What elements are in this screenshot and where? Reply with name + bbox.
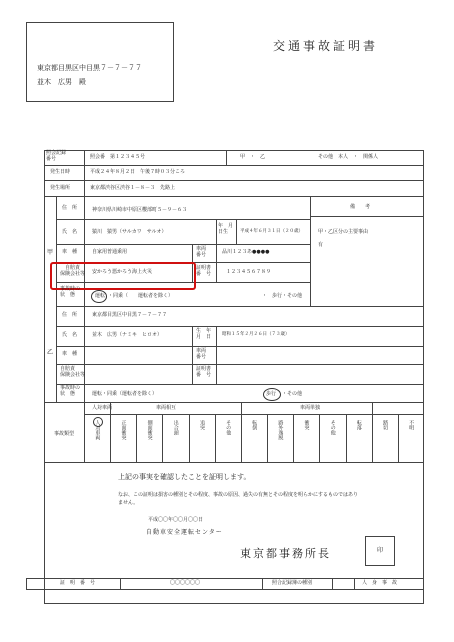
otsu-age-label: 生 年 月 日 — [196, 328, 212, 340]
kou-vehicle-type-value: 自家用普通乗用 — [92, 249, 128, 255]
record-number-value: 照会番 第１２３４５号 — [90, 154, 146, 160]
kou-age-label: 年 月 日生 — [218, 223, 234, 235]
kou-status-other: ・同乗（ 運転者を除く） — [108, 293, 174, 299]
accident-type-option: 転落 — [355, 420, 362, 430]
input-category-label: 人 身 事 故 — [362, 580, 398, 586]
kou-insurer-value: 安かろう悪かろう海上火災 — [92, 269, 153, 275]
kou-insurer-label: 自賠責 保険会社等 — [60, 265, 86, 277]
kou-plate-label: 車両 番号 — [196, 246, 207, 258]
kou-plate-value: 品川１２３あ●●●● — [222, 249, 270, 255]
accident-type-option: 路外逸脱 — [277, 420, 284, 440]
person-vs-vehicle-head: 人対車両 — [92, 405, 113, 411]
accident-type-divider — [110, 402, 111, 462]
accident-type-label: 事故類型 — [54, 431, 75, 437]
kou-address-value: 神奈川県川崎市中原区櫻部町５－９－６３ — [92, 207, 188, 213]
issuing-organization: 自動車安全運転センター — [146, 529, 223, 536]
accident-type-option: 側面衝突 — [146, 420, 153, 440]
otsu-status-label: 事故時の 状 態 — [60, 385, 81, 397]
kou-vehicle-type-label: 車 種 — [62, 249, 78, 255]
remarks-value: 甲・乙区分の主要事由 — [318, 229, 369, 235]
record-number-label: 照会記録 番号 — [46, 150, 67, 162]
otsu-status-tail: ・その他 — [282, 391, 303, 397]
check-record-label: 照合記録簿の種別 — [272, 580, 313, 586]
kou-status-tail: ・ 歩行・その他 — [262, 293, 303, 299]
otsu-status-other: 運転・同乗（運転者を除く） — [92, 391, 158, 397]
kou-status-label: 事故時の 状 態 — [60, 286, 81, 298]
otsu-plate-label: 車両 番号 — [196, 348, 207, 360]
accident-type-divider — [398, 414, 399, 462]
recipient-address: 東京都目黒区中目黒７－７－７７ — [37, 64, 142, 72]
accident-type-divider — [162, 414, 163, 462]
accident-type-divider — [215, 414, 216, 462]
kou-name-value: 猿川 猿男（サルカワ サルオ） — [92, 229, 167, 235]
otsu-name-label: 氏 名 — [62, 332, 78, 338]
remarks-mark: 有 — [318, 242, 324, 248]
issue-date: 平成〇〇年〇〇月〇〇日 — [148, 517, 204, 523]
cert-number-value: 〇〇〇〇〇〇 — [170, 580, 201, 586]
accident-type-divider — [346, 414, 347, 462]
accident-type-option: 追突 — [198, 420, 205, 430]
otsu-birth-value: 昭和１５年２月２６日（７３歳） — [222, 332, 290, 337]
accident-type-divider — [372, 402, 373, 462]
recipient-name: 並木 広男 殿 — [37, 78, 86, 86]
accident-type-option: 正面衝突 — [120, 420, 127, 440]
otsu-address-value: 東京都目黒区中目黒７－７－７７ — [92, 312, 168, 318]
seal-box — [365, 536, 395, 566]
otsu-status-circled: 歩行 — [266, 391, 277, 397]
address-box — [26, 22, 174, 102]
accident-type-divider — [293, 414, 294, 462]
accident-type-divider — [241, 402, 242, 462]
single-vehicle-head: 車両単独 — [300, 405, 321, 411]
accident-type-divider — [267, 414, 268, 462]
accident-type-option: 衝突 — [303, 420, 310, 430]
certification-statement: 上記の事実を確認したことを証明します。 — [118, 473, 251, 481]
accident-type-option: 出合頭 — [172, 420, 179, 435]
kou-birth-value: 平成４年６月３１日（２０歳） — [240, 229, 303, 234]
kou-name-label: 氏 名 — [62, 229, 78, 235]
otsu-address-label: 住 所 — [62, 312, 78, 318]
selected-type-mark — [93, 417, 103, 427]
accident-type-divider — [319, 414, 320, 462]
page-title: 交通事故証明書 — [273, 39, 379, 53]
accident-type-option: 踏切 — [382, 420, 389, 430]
remarks-label: 備 考 — [350, 204, 371, 210]
party-distinction: 甲 ・ 乙 — [240, 154, 266, 160]
kou-status-circled: 運転 — [95, 293, 106, 299]
kou-address-label: 住 所 — [62, 205, 78, 211]
occurrence-place-label: 発生場所 — [50, 185, 71, 191]
party-otsu-label: 乙 — [47, 349, 54, 356]
party-relation: その他 本人 ・ 関係人 — [318, 154, 379, 160]
party-kou-label: 甲 — [47, 249, 54, 256]
accident-type-divider — [189, 414, 190, 462]
occurrence-datetime-label: 発生日時 — [50, 169, 71, 175]
vehicle-vs-vehicle-head: 車両相互 — [156, 405, 177, 411]
otsu-insurer-label: 自賠責 保険会社等 — [60, 366, 86, 378]
otsu-vehicle-type-label: 車 種 — [62, 351, 78, 357]
accident-type-divider — [136, 414, 137, 462]
occurrence-datetime-value: 平成２４年８月２日 午後７時０３分ころ — [90, 169, 186, 175]
office-head: 東京都事務所長 — [240, 547, 331, 560]
accident-type-option: その他 — [329, 420, 336, 435]
seal-label: 印 — [377, 547, 384, 554]
accident-type-option: 転倒 — [251, 420, 258, 430]
accident-type-option: 不明 — [408, 420, 415, 430]
certification-note: なお、この証明は損害の種別とその程度、事故の原因、過失の有無とその程度を明らかにするものではありません。 — [118, 492, 359, 506]
kou-cert-value: １２３４５６７８９ — [226, 269, 272, 275]
occurrence-place-value: 東京都渋谷区渋谷１－８－３ 先路上 — [90, 185, 176, 191]
kou-status-circle — [91, 290, 107, 303]
accident-type-option: その他 — [225, 420, 232, 435]
otsu-name-value: 並木 広男（ナミキ ヒロオ） — [92, 332, 163, 338]
otsu-cert-label: 証明書 番 号 — [196, 366, 212, 378]
accident-type-option: 人対車両 — [94, 420, 101, 440]
kou-cert-label: 証明書 番 号 — [196, 265, 212, 277]
cert-number-label: 証 明 番 号 — [60, 580, 96, 586]
